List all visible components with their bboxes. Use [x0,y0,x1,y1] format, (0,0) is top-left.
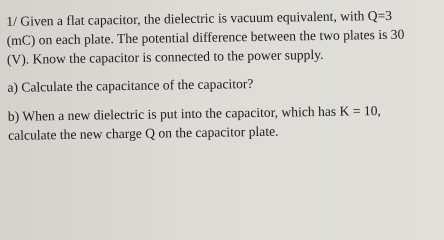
problem-line-1: 1/ Given a flat capacitor, the dielectric is vacuum equivalent, with Q=3 [6,7,393,29]
question-a: a) Calculate the capacitance of the capacitor? [7,76,254,95]
question-b-line-1: b) When a new dielectric is put into the capacitor, which has K = 10, [7,103,381,124]
problem-line-3: (V). Know the capacitor is connected to the power supply. [6,46,324,67]
problem-line-2: (mC) on each plate. The potential difference between the two plates is 30 [6,26,405,48]
question-b-line-2: calculate the new charge Q on the capacitor plate. [8,123,279,143]
